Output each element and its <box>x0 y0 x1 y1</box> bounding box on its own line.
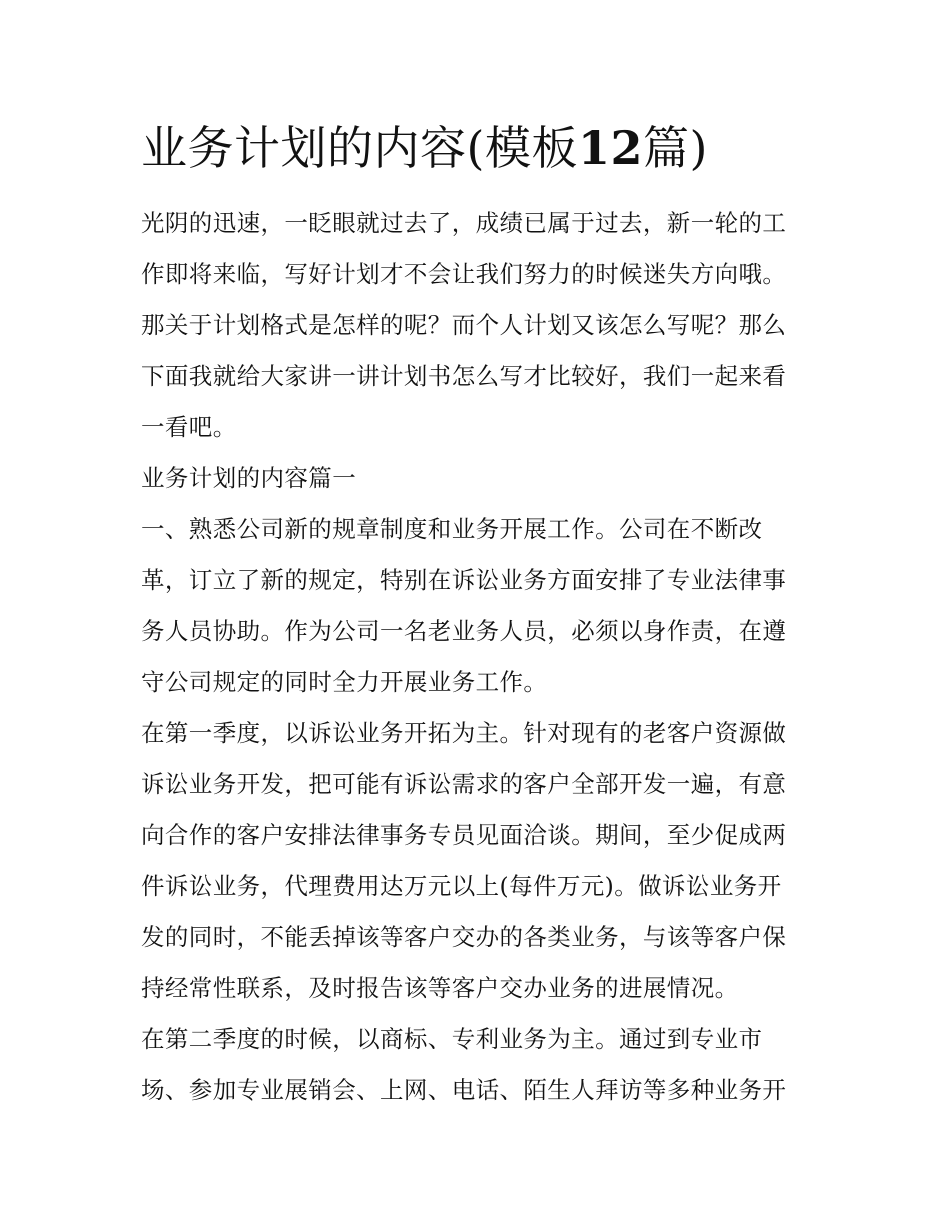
title-text: 业务计划的内容(模板 <box>141 121 578 175</box>
text-line: 向合作的客户安排法律事务专员见面洽谈。期间，至少促成两 <box>141 821 787 849</box>
text-line: 场、参加专业展销会、上网、电话、陌生人拜访等多种业务开 <box>141 1076 787 1104</box>
text-line: 件诉讼业务，代理费用达万元以上(每件万元)。做诉讼业务开 <box>141 872 782 900</box>
text-line: 作即将来临，写好计划才不会让我们努力的时候迷失方向哦。 <box>141 260 787 288</box>
text-line: 那关于计划格式是怎样的呢？而个人计划又该怎么写呢？那么 <box>141 311 787 339</box>
text-line: 发的同时，不能丢掉该等客户交办的各类业务，与该等客户保 <box>141 923 787 951</box>
text-line: 务人员协助。作为公司一名老业务人员，必须以身作责，在遵 <box>141 617 787 645</box>
text-line: 在第二季度的时候，以商标、专利业务为主。通过到专业市 <box>141 1025 763 1053</box>
text-line: 一、熟悉公司新的规章制度和业务开展工作。公司在不断改 <box>141 515 763 543</box>
text-line: 在第一季度，以诉讼业务开拓为主。针对现有的老客户资源做 <box>141 719 787 747</box>
text-line: 持经常性联系，及时报告该等客户交办业务的进展情况。 <box>141 974 739 1002</box>
text-line: 一看吧。 <box>141 413 237 441</box>
text-line: 革，订立了新的规定，特别在诉讼业务方面安排了专业法律事 <box>141 566 787 594</box>
title-suffix: 篇) <box>642 121 708 175</box>
text-line: 守公司规定的同时全力开展业务工作。 <box>141 668 548 696</box>
text-line: 诉讼业务开发，把可能有诉讼需求的客户全部开发一遍，有意 <box>141 770 787 798</box>
text-line: 光阴的迅速，一眨眼就过去了，成绩已属于过去，新一轮的工 <box>141 209 787 237</box>
section-heading: 业务计划的内容篇一 <box>141 464 357 492</box>
document-title <box>141 118 708 178</box>
title-number: 12 <box>577 121 643 175</box>
text-line: 下面我就给大家讲一讲计划书怎么写才比较好，我们一起来看 <box>141 362 787 390</box>
